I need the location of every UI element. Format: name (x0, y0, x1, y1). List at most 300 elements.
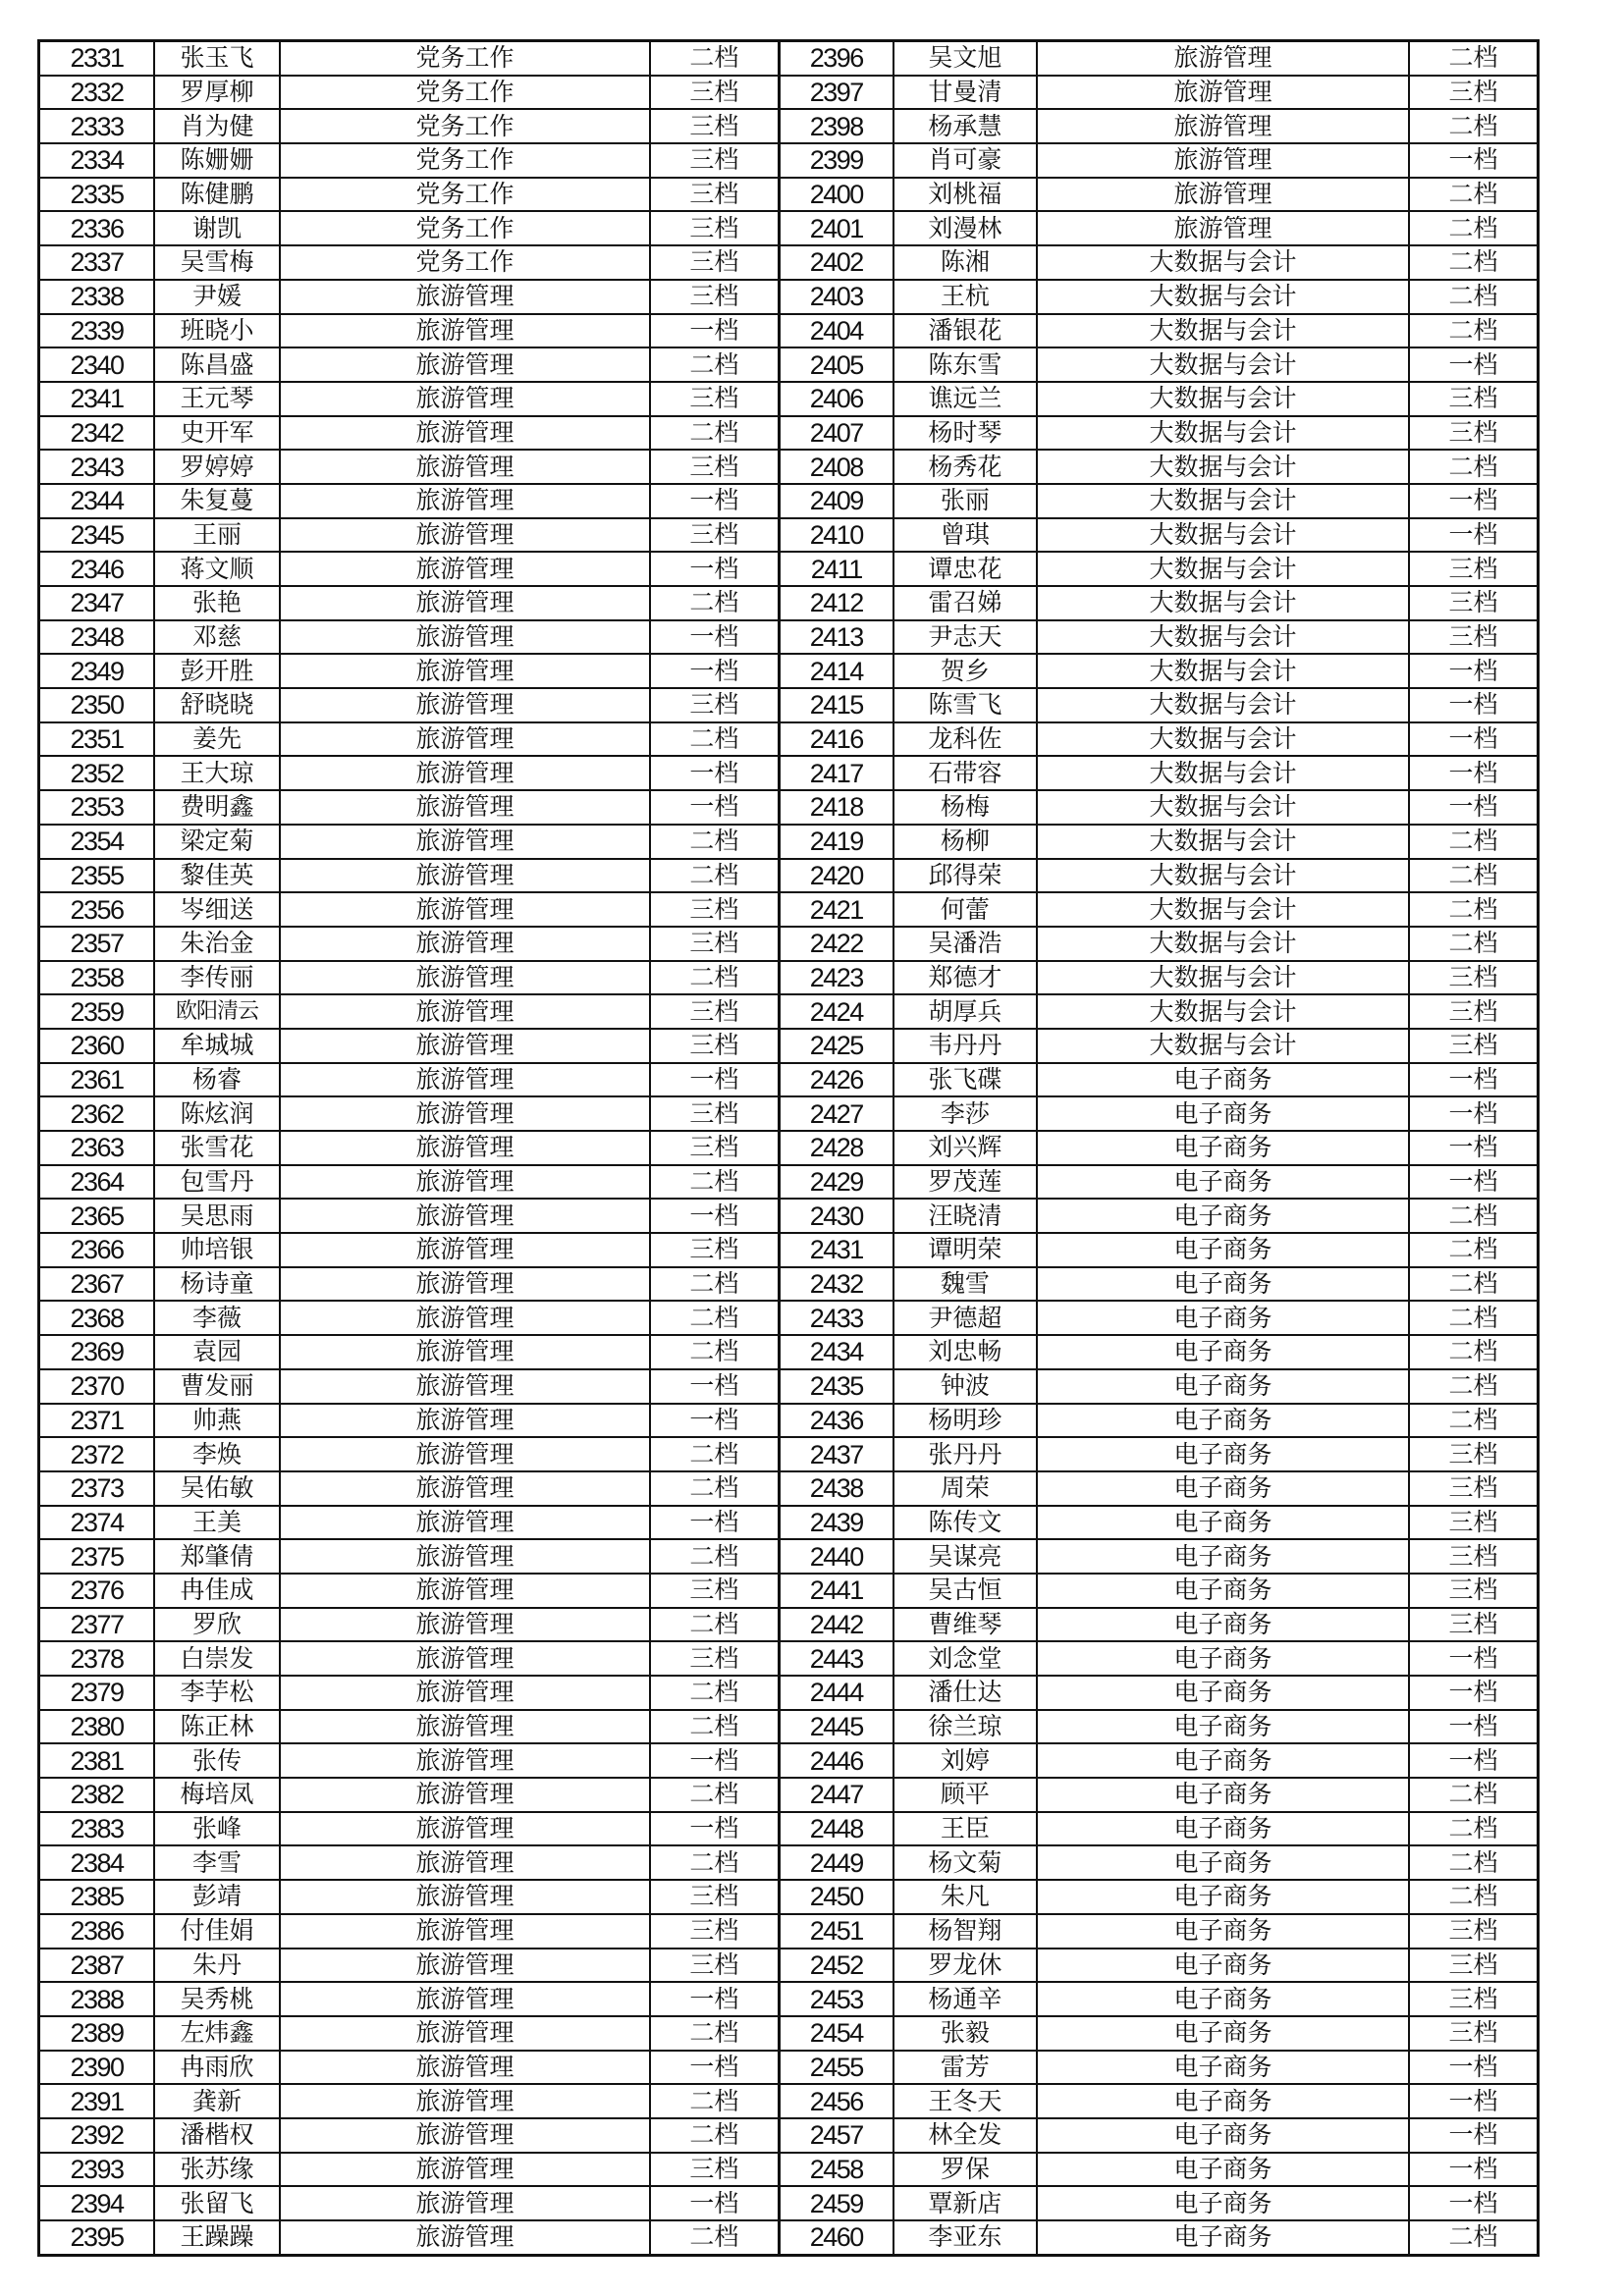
left-major-name-cell: 党务工作 (280, 76, 650, 110)
left-major-name-cell: 旅游管理 (280, 1539, 650, 1574)
right-grade-level-cell: 二档 (1409, 1369, 1538, 1404)
right-record-number-cell: 2452 (779, 1949, 893, 1983)
right-record-number-cell: 2423 (779, 961, 893, 995)
left-major-name-cell: 旅游管理 (280, 790, 650, 825)
table-row (39, 245, 1539, 280)
right-grade-level-cell: 二档 (1409, 1267, 1538, 1302)
right-record-number-cell: 2434 (779, 1335, 893, 1369)
right-record-number-cell: 2459 (779, 2186, 893, 2220)
right-grade-level-cell: 三档 (1409, 76, 1538, 110)
left-student-name-cell: 谢凯 (154, 211, 280, 245)
right-record-number-cell: 2420 (779, 859, 893, 893)
left-student-name-cell: 李传丽 (154, 961, 280, 995)
left-record-number-cell: 2381 (39, 1743, 154, 1778)
left-grade-level-cell: 一档 (650, 654, 779, 688)
left-record-number-cell: 2384 (39, 1845, 154, 1880)
right-record-number-cell: 2458 (779, 2153, 893, 2187)
left-student-name-cell: 史开军 (154, 416, 280, 451)
table-row (39, 143, 1539, 178)
table-row (39, 1165, 1539, 1200)
left-student-name-cell: 张玉飞 (154, 41, 280, 76)
right-major-name-cell: 电子商务 (1037, 1199, 1409, 1233)
right-grade-level-cell: 三档 (1409, 961, 1538, 995)
right-record-number-cell: 2399 (779, 143, 893, 178)
right-student-name-cell: 刘漫林 (893, 211, 1037, 245)
right-student-name-cell: 罗茂莲 (893, 1165, 1037, 1200)
right-major-name-cell: 大数据与会计 (1037, 416, 1409, 451)
left-grade-level-cell: 一档 (650, 1063, 779, 1097)
left-student-name-cell: 帅培银 (154, 1233, 280, 1267)
right-major-name-cell: 大数据与会计 (1037, 620, 1409, 655)
right-student-name-cell: 杨明珍 (893, 1404, 1037, 1438)
left-student-name-cell: 彭开胜 (154, 654, 280, 688)
left-record-number-cell: 2332 (39, 76, 154, 110)
right-student-name-cell: 李亚东 (893, 2220, 1037, 2255)
left-record-number-cell: 2367 (39, 1267, 154, 1302)
right-grade-level-cell: 一档 (1409, 484, 1538, 518)
right-student-name-cell: 王冬天 (893, 2084, 1037, 2118)
left-student-name-cell: 彭靖 (154, 1880, 280, 1914)
left-record-number-cell: 2389 (39, 2016, 154, 2051)
left-record-number-cell: 2392 (39, 2118, 154, 2153)
right-grade-level-cell: 二档 (1409, 1301, 1538, 1335)
left-record-number-cell: 2362 (39, 1096, 154, 1131)
right-major-name-cell: 旅游管理 (1037, 76, 1409, 110)
left-record-number-cell: 2352 (39, 756, 154, 790)
left-grade-level-cell: 一档 (650, 1404, 779, 1438)
table-row (39, 1880, 1539, 1914)
table-row (39, 654, 1539, 688)
left-major-name-cell: 旅游管理 (280, 2051, 650, 2085)
right-record-number-cell: 2415 (779, 688, 893, 722)
right-student-name-cell: 潘银花 (893, 314, 1037, 348)
left-record-number-cell: 2340 (39, 347, 154, 382)
right-grade-level-cell: 一档 (1409, 790, 1538, 825)
right-major-name-cell: 大数据与会计 (1037, 314, 1409, 348)
left-record-number-cell: 2394 (39, 2186, 154, 2220)
left-record-number-cell: 2350 (39, 688, 154, 722)
right-record-number-cell: 2397 (779, 76, 893, 110)
right-major-name-cell: 大数据与会计 (1037, 722, 1409, 757)
left-major-name-cell: 旅游管理 (280, 2186, 650, 2220)
right-major-name-cell: 大数据与会计 (1037, 280, 1409, 314)
left-grade-level-cell: 二档 (650, 1539, 779, 1574)
right-student-name-cell: 潘仕达 (893, 1676, 1037, 1710)
table-row (39, 994, 1539, 1029)
table-row (39, 484, 1539, 518)
right-grade-level-cell: 三档 (1409, 2016, 1538, 2051)
table-row (39, 1539, 1539, 1574)
left-student-name-cell: 肖为健 (154, 109, 280, 143)
left-record-number-cell: 2334 (39, 143, 154, 178)
right-grade-level-cell: 二档 (1409, 450, 1538, 484)
right-record-number-cell: 2439 (779, 1506, 893, 1540)
left-record-number-cell: 2360 (39, 1029, 154, 1063)
right-record-number-cell: 2429 (779, 1165, 893, 1200)
right-major-name-cell: 电子商务 (1037, 1812, 1409, 1846)
right-record-number-cell: 2418 (779, 790, 893, 825)
right-student-name-cell: 王杭 (893, 280, 1037, 314)
table-row (39, 1437, 1539, 1471)
left-major-name-cell: 旅游管理 (280, 1778, 650, 1812)
left-grade-level-cell: 三档 (650, 1233, 779, 1267)
left-major-name-cell: 旅游管理 (280, 1710, 650, 1744)
right-grade-level-cell: 三档 (1409, 1437, 1538, 1471)
right-major-name-cell: 大数据与会计 (1037, 245, 1409, 280)
right-major-name-cell: 电子商务 (1037, 2153, 1409, 2187)
right-grade-level-cell: 三档 (1409, 1608, 1538, 1642)
left-grade-level-cell: 二档 (650, 2220, 779, 2255)
left-major-name-cell: 旅游管理 (280, 961, 650, 995)
left-major-name-cell: 旅游管理 (280, 1369, 650, 1404)
right-major-name-cell: 旅游管理 (1037, 143, 1409, 178)
left-major-name-cell: 旅游管理 (280, 825, 650, 859)
left-record-number-cell: 2348 (39, 620, 154, 655)
left-student-name-cell: 陈姗姗 (154, 143, 280, 178)
left-grade-level-cell: 三档 (650, 1914, 779, 1949)
left-record-number-cell: 2336 (39, 211, 154, 245)
left-grade-level-cell: 二档 (650, 859, 779, 893)
right-record-number-cell: 2433 (779, 1301, 893, 1335)
right-record-number-cell: 2406 (779, 382, 893, 416)
left-major-name-cell: 党务工作 (280, 178, 650, 212)
left-record-number-cell: 2377 (39, 1608, 154, 1642)
right-student-name-cell: 石带容 (893, 756, 1037, 790)
left-record-number-cell: 2379 (39, 1676, 154, 1710)
left-major-name-cell: 旅游管理 (280, 688, 650, 722)
right-grade-level-cell: 一档 (1409, 654, 1538, 688)
left-student-name-cell: 朱复蔓 (154, 484, 280, 518)
right-student-name-cell: 谯远兰 (893, 382, 1037, 416)
left-major-name-cell: 旅游管理 (280, 892, 650, 927)
left-grade-level-cell: 三档 (650, 1949, 779, 1983)
left-grade-level-cell: 二档 (650, 2084, 779, 2118)
left-record-number-cell: 2343 (39, 450, 154, 484)
left-record-number-cell: 2390 (39, 2051, 154, 2085)
right-major-name-cell: 电子商务 (1037, 2051, 1409, 2085)
left-major-name-cell: 旅游管理 (280, 859, 650, 893)
table-row (39, 2186, 1539, 2220)
left-student-name-cell: 张艳 (154, 586, 280, 620)
right-major-name-cell: 电子商务 (1037, 1914, 1409, 1949)
right-record-number-cell: 2443 (779, 1641, 893, 1676)
left-major-name-cell: 旅游管理 (280, 314, 650, 348)
right-major-name-cell: 电子商务 (1037, 1743, 1409, 1778)
right-grade-level-cell: 三档 (1409, 994, 1538, 1029)
right-record-number-cell: 2422 (779, 927, 893, 961)
table-row (39, 1063, 1539, 1097)
left-major-name-cell: 旅游管理 (280, 1812, 650, 1846)
right-record-number-cell: 2403 (779, 280, 893, 314)
table-row (39, 927, 1539, 961)
right-major-name-cell: 电子商务 (1037, 1845, 1409, 1880)
right-grade-level-cell: 一档 (1409, 1131, 1538, 1165)
right-student-name-cell: 徐兰琼 (893, 1710, 1037, 1744)
right-grade-level-cell: 一档 (1409, 688, 1538, 722)
left-student-name-cell: 张峰 (154, 1812, 280, 1846)
left-grade-level-cell: 三档 (650, 450, 779, 484)
right-record-number-cell: 2416 (779, 722, 893, 757)
right-major-name-cell: 大数据与会计 (1037, 518, 1409, 553)
left-student-name-cell: 龚新 (154, 2084, 280, 2118)
left-major-name-cell: 旅游管理 (280, 2220, 650, 2255)
right-grade-level-cell: 三档 (1409, 552, 1538, 586)
right-record-number-cell: 2425 (779, 1029, 893, 1063)
right-student-name-cell: 罗龙休 (893, 1949, 1037, 1983)
left-major-name-cell: 党务工作 (280, 143, 650, 178)
left-major-name-cell: 旅游管理 (280, 347, 650, 382)
left-record-number-cell: 2385 (39, 1880, 154, 1914)
right-major-name-cell: 电子商务 (1037, 1063, 1409, 1097)
right-record-number-cell: 2417 (779, 756, 893, 790)
left-record-number-cell: 2346 (39, 552, 154, 586)
right-student-name-cell: 魏雪 (893, 1267, 1037, 1302)
right-grade-level-cell: 一档 (1409, 1641, 1538, 1676)
right-grade-level-cell: 一档 (1409, 1165, 1538, 1200)
right-major-name-cell: 大数据与会计 (1037, 1029, 1409, 1063)
right-major-name-cell: 电子商务 (1037, 1131, 1409, 1165)
left-record-number-cell: 2369 (39, 1335, 154, 1369)
left-student-name-cell: 冉佳成 (154, 1574, 280, 1608)
right-grade-level-cell: 二档 (1409, 859, 1538, 893)
left-grade-level-cell: 三档 (650, 143, 779, 178)
right-student-name-cell: 吴潘浩 (893, 927, 1037, 961)
right-record-number-cell: 2411 (779, 552, 893, 586)
left-student-name-cell: 吴秀桃 (154, 1982, 280, 2016)
right-grade-level-cell: 三档 (1409, 620, 1538, 655)
left-student-name-cell: 包雪丹 (154, 1165, 280, 1200)
right-record-number-cell: 2400 (779, 178, 893, 212)
right-record-number-cell: 2396 (779, 41, 893, 76)
left-record-number-cell: 2387 (39, 1949, 154, 1983)
right-record-number-cell: 2432 (779, 1267, 893, 1302)
right-student-name-cell: 曹维琴 (893, 1608, 1037, 1642)
table-row (39, 1233, 1539, 1267)
right-record-number-cell: 2409 (779, 484, 893, 518)
left-grade-level-cell: 二档 (650, 1437, 779, 1471)
left-student-name-cell: 帅燕 (154, 1404, 280, 1438)
right-student-name-cell: 胡厚兵 (893, 994, 1037, 1029)
left-record-number-cell: 2349 (39, 654, 154, 688)
left-grade-level-cell: 二档 (650, 1335, 779, 1369)
table-row (39, 1743, 1539, 1778)
right-record-number-cell: 2404 (779, 314, 893, 348)
right-major-name-cell: 电子商务 (1037, 2220, 1409, 2255)
right-grade-level-cell: 三档 (1409, 1574, 1538, 1608)
right-grade-level-cell: 二档 (1409, 1845, 1538, 1880)
left-grade-level-cell: 三档 (650, 892, 779, 927)
left-grade-level-cell: 三档 (650, 1641, 779, 1676)
left-major-name-cell: 旅游管理 (280, 1335, 650, 1369)
table-row (39, 1812, 1539, 1846)
right-major-name-cell: 电子商务 (1037, 1471, 1409, 1506)
left-major-name-cell: 旅游管理 (280, 1845, 650, 1880)
table-row (39, 620, 1539, 655)
left-major-name-cell: 旅游管理 (280, 416, 650, 451)
table-row (39, 211, 1539, 245)
right-student-name-cell: 肖可豪 (893, 143, 1037, 178)
left-major-name-cell: 旅游管理 (280, 1199, 650, 1233)
right-student-name-cell: 杨时琴 (893, 416, 1037, 451)
right-record-number-cell: 2414 (779, 654, 893, 688)
right-student-name-cell: 罗保 (893, 2153, 1037, 2187)
left-grade-level-cell: 三档 (650, 109, 779, 143)
table-row (39, 756, 1539, 790)
left-major-name-cell: 旅游管理 (280, 2118, 650, 2153)
left-record-number-cell: 2366 (39, 1233, 154, 1267)
right-grade-level-cell: 一档 (1409, 1063, 1538, 1097)
right-record-number-cell: 2456 (779, 2084, 893, 2118)
right-student-name-cell: 刘念堂 (893, 1641, 1037, 1676)
left-student-name-cell: 王躁躁 (154, 2220, 280, 2255)
left-grade-level-cell: 三档 (650, 518, 779, 553)
left-grade-level-cell: 二档 (650, 1778, 779, 1812)
left-major-name-cell: 旅游管理 (280, 518, 650, 553)
left-grade-level-cell: 一档 (650, 1506, 779, 1540)
left-record-number-cell: 2335 (39, 178, 154, 212)
right-major-name-cell: 电子商务 (1037, 1335, 1409, 1369)
right-student-name-cell: 杨柳 (893, 825, 1037, 859)
left-record-number-cell: 2331 (39, 41, 154, 76)
right-record-number-cell: 2401 (779, 211, 893, 245)
right-grade-level-cell: 三档 (1409, 416, 1538, 451)
right-grade-level-cell: 二档 (1409, 178, 1538, 212)
right-student-name-cell: 吴谋亮 (893, 1539, 1037, 1574)
left-record-number-cell: 2383 (39, 1812, 154, 1846)
left-major-name-cell: 旅游管理 (280, 1676, 650, 1710)
right-major-name-cell: 旅游管理 (1037, 178, 1409, 212)
right-record-number-cell: 2444 (779, 1676, 893, 1710)
right-grade-level-cell: 二档 (1409, 245, 1538, 280)
left-major-name-cell: 旅游管理 (280, 1914, 650, 1949)
right-student-name-cell: 韦丹丹 (893, 1029, 1037, 1063)
left-record-number-cell: 2380 (39, 1710, 154, 1744)
right-student-name-cell: 周荣 (893, 1471, 1037, 1506)
right-record-number-cell: 2455 (779, 2051, 893, 2085)
left-student-name-cell: 黎佳英 (154, 859, 280, 893)
right-student-name-cell: 谭明荣 (893, 1233, 1037, 1267)
table-row (39, 2220, 1539, 2255)
right-record-number-cell: 2442 (779, 1608, 893, 1642)
left-student-name-cell: 张传 (154, 1743, 280, 1778)
left-record-number-cell: 2375 (39, 1539, 154, 1574)
right-student-name-cell: 张丽 (893, 484, 1037, 518)
table-row (39, 76, 1539, 110)
left-record-number-cell: 2374 (39, 1506, 154, 1540)
left-major-name-cell: 旅游管理 (280, 2084, 650, 2118)
left-grade-level-cell: 三档 (650, 1096, 779, 1131)
table-row (39, 1506, 1539, 1540)
right-record-number-cell: 2437 (779, 1437, 893, 1471)
left-major-name-cell: 旅游管理 (280, 994, 650, 1029)
left-grade-level-cell: 二档 (650, 41, 779, 76)
right-record-number-cell: 2460 (779, 2220, 893, 2255)
left-major-name-cell: 党务工作 (280, 245, 650, 280)
right-major-name-cell: 大数据与会计 (1037, 892, 1409, 927)
right-grade-level-cell: 三档 (1409, 1471, 1538, 1506)
table-row (39, 1914, 1539, 1949)
left-student-name-cell: 李薇 (154, 1301, 280, 1335)
right-student-name-cell: 吴古恒 (893, 1574, 1037, 1608)
right-major-name-cell: 大数据与会计 (1037, 859, 1409, 893)
right-record-number-cell: 2398 (779, 109, 893, 143)
right-grade-level-cell: 一档 (1409, 2118, 1538, 2153)
right-student-name-cell: 刘婷 (893, 1743, 1037, 1778)
left-major-name-cell: 旅游管理 (280, 654, 650, 688)
student-grade-table (37, 39, 1540, 2257)
left-student-name-cell: 费明鑫 (154, 790, 280, 825)
left-grade-level-cell: 一档 (650, 1982, 779, 2016)
right-student-name-cell: 雷召娣 (893, 586, 1037, 620)
left-major-name-cell: 旅游管理 (280, 1267, 650, 1302)
right-grade-level-cell: 一档 (1409, 143, 1538, 178)
right-major-name-cell: 电子商务 (1037, 1233, 1409, 1267)
left-major-name-cell: 旅游管理 (280, 382, 650, 416)
right-grade-level-cell: 一档 (1409, 2051, 1538, 2085)
right-major-name-cell: 电子商务 (1037, 1369, 1409, 1404)
right-major-name-cell: 大数据与会计 (1037, 756, 1409, 790)
left-major-name-cell: 旅游管理 (280, 1233, 650, 1267)
left-student-name-cell: 朱治金 (154, 927, 280, 961)
table-row (39, 892, 1539, 927)
left-record-number-cell: 2354 (39, 825, 154, 859)
right-major-name-cell: 大数据与会计 (1037, 927, 1409, 961)
left-student-name-cell: 郑肇倩 (154, 1539, 280, 1574)
left-grade-level-cell: 二档 (650, 1301, 779, 1335)
left-record-number-cell: 2395 (39, 2220, 154, 2255)
left-grade-level-cell: 二档 (650, 1608, 779, 1642)
left-student-name-cell: 欧阳清云 (154, 994, 280, 1029)
left-grade-level-cell: 三档 (650, 1880, 779, 1914)
right-grade-level-cell: 二档 (1409, 211, 1538, 245)
table-row (39, 961, 1539, 995)
left-grade-level-cell: 三档 (650, 688, 779, 722)
left-record-number-cell: 2351 (39, 722, 154, 757)
left-record-number-cell: 2361 (39, 1063, 154, 1097)
left-student-name-cell: 张留飞 (154, 2186, 280, 2220)
left-major-name-cell: 党务工作 (280, 211, 650, 245)
table-row (39, 586, 1539, 620)
right-student-name-cell: 刘桃福 (893, 178, 1037, 212)
left-record-number-cell: 2386 (39, 1914, 154, 1949)
right-record-number-cell: 2438 (779, 1471, 893, 1506)
table-row (39, 1710, 1539, 1744)
left-major-name-cell: 旅游管理 (280, 620, 650, 655)
right-student-name-cell: 陈湘 (893, 245, 1037, 280)
right-record-number-cell: 2454 (779, 2016, 893, 2051)
left-grade-level-cell: 二档 (650, 1676, 779, 1710)
left-student-name-cell: 付佳娟 (154, 1914, 280, 1949)
right-record-number-cell: 2449 (779, 1845, 893, 1880)
left-record-number-cell: 2358 (39, 961, 154, 995)
right-grade-level-cell: 三档 (1409, 1982, 1538, 2016)
right-student-name-cell: 甘曼清 (893, 76, 1037, 110)
right-student-name-cell: 张毅 (893, 2016, 1037, 2051)
right-student-name-cell: 林全发 (893, 2118, 1037, 2153)
right-grade-level-cell: 二档 (1409, 1812, 1538, 1846)
right-grade-level-cell: 二档 (1409, 1880, 1538, 1914)
left-grade-level-cell: 一档 (650, 1743, 779, 1778)
left-record-number-cell: 2363 (39, 1131, 154, 1165)
right-student-name-cell: 何蕾 (893, 892, 1037, 927)
left-grade-level-cell: 二档 (650, 1165, 779, 1200)
left-student-name-cell: 陈炫润 (154, 1096, 280, 1131)
right-record-number-cell: 2441 (779, 1574, 893, 1608)
right-student-name-cell: 杨梅 (893, 790, 1037, 825)
right-major-name-cell: 电子商务 (1037, 1982, 1409, 2016)
left-grade-level-cell: 三档 (650, 76, 779, 110)
table-row (39, 722, 1539, 757)
